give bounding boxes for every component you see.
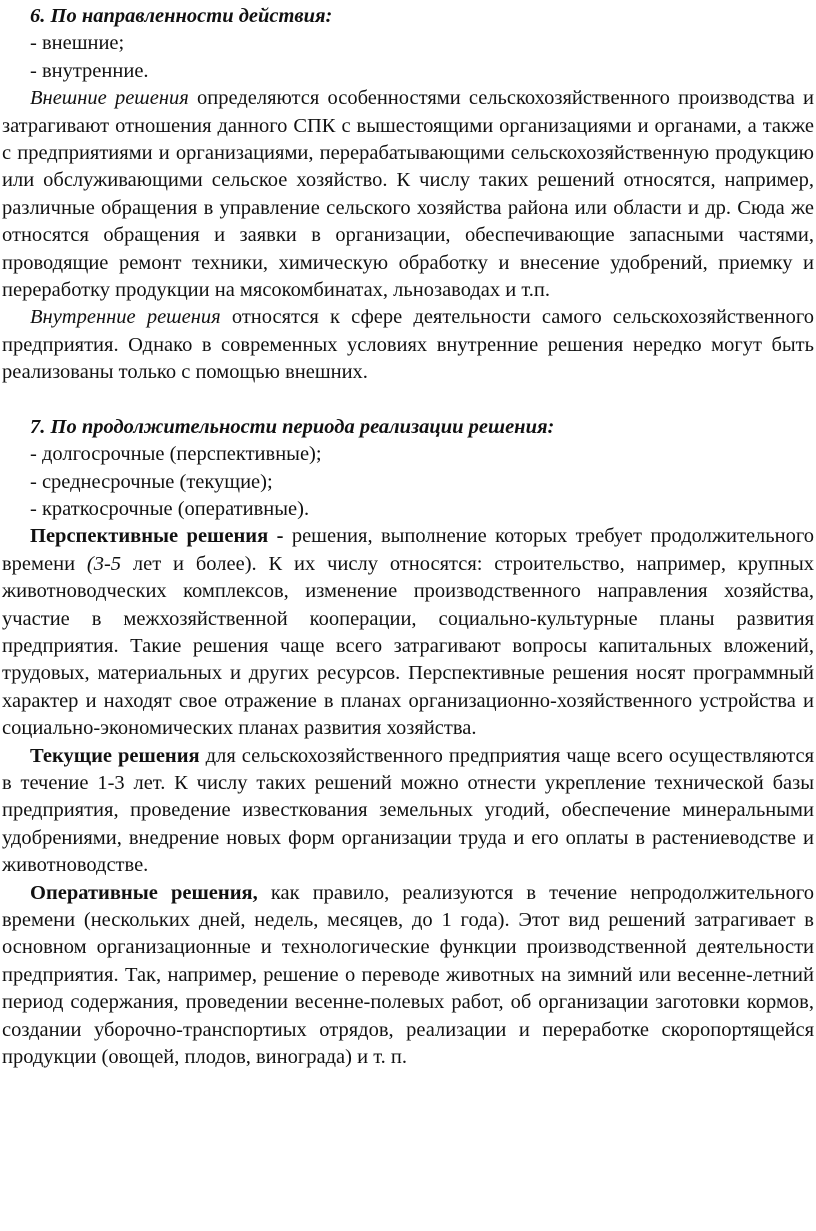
section-7-item-mid-term: - среднесрочные (текущие);	[30, 470, 273, 493]
section-gap	[2, 387, 814, 414]
section-6-item-internal: - внутренние.	[30, 59, 149, 82]
current-decisions-text: для сельскохозяйственного предприятия чаще всего осуществляются в течение 1-3 лет. К числу таких решений можно отнести укрепление технической базы предприятия, проведение известкования земельных угодий, обеспечение минеральными удобрениями, внедрение новых форм организации труда и его оплаты в растениеводстве и животноводстве.	[2, 744, 814, 877]
section-7-heading: 7. По продолжительности периода реализации решения:	[30, 415, 555, 438]
section-7-item-long-term: - долгосрочные (перспективные);	[30, 443, 322, 466]
operational-decisions-paragraph	[2, 880, 814, 1072]
perspective-decisions-term: Перспективные решения -	[30, 525, 284, 548]
current-decisions-paragraph	[2, 743, 814, 880]
internal-decisions-paragraph	[2, 304, 814, 386]
internal-decisions-term: Внутренние решения	[30, 306, 221, 329]
current-decisions-term: Текущие решения	[30, 744, 200, 767]
perspective-decisions-paragraph	[2, 523, 814, 742]
internal-decisions-text: относятся к сфере деятельности самого сельскохозяйственного предприятия. Однако в современных условиях внутренние решения нередко могут быть реализованы только с помощью внешних.	[2, 306, 814, 384]
section-6-item-external: - внешние;	[30, 32, 125, 55]
section-7-item-short-term: - краткосрочные (оперативные).	[30, 497, 310, 520]
external-decisions-text: определяются особенностями сельскохозяйственного производства и затрагивают отношения данного СПК с вышестоящими организациями и органами, а также с предприятиями и организациями, перерабатывающими сельскохозяйственную продукцию или обслуживающими сельское хозяйство. К числу таких решений относятся, например, различные обращения в управление сельского хозяйства района или области и др. Сюда же относятся обращения и заявки в организации, обеспечивающие запасными частями, проводящие ремонт техники, химическую обработку и внесение удобрений, приемку и переработку продукции на мясокомбинатах, льнозаводах и т.п.	[2, 87, 814, 302]
perspective-decisions-text-a: решения, выполнение которых требует продолжительного времени	[2, 525, 814, 575]
operational-decisions-term: Оперативные решения,	[30, 881, 258, 904]
perspective-decisions-years: (3-5	[86, 552, 122, 575]
section-6-heading: 6. По направленности действия:	[30, 5, 333, 27]
external-decisions-term: Внешние решения	[30, 87, 189, 110]
perspective-decisions-text-b: лет и более). К их числу относятся: строительство, например, крупных животноводческих комплексов, изменение производственного направления хозяйства, участие в межхозяйственной кооперации, социально-культурные планы развития предприятия. Такие решения чаще всего затрагивают вопросы капитальных вложений, трудовых, материальных и других ресурсов. Перспективные решения носят программный характер и находят свое отражение в планах организационно-хозяйственного устройства и социально-экономических планах развития хозяйства.	[2, 552, 814, 740]
operational-decisions-text: как правило, реализуются в течение непродолжительного времени (нескольких дней, недель, месяцев, до 1 года). Этот вид решений затрагивает в основном организационные и технологические функции производственной деятельности предприятия. Так, например, решение о переводе животных на зимний или весенне-летний период содержания, проведении весенне-полевых работ, об организации заготовки кормов, создании уборочно-транспортиых отрядов, реализации и переработке скоропортящейся продукции (овощей, плодов, винограда) и т. п.	[2, 881, 815, 1069]
external-decisions-paragraph	[2, 85, 814, 304]
